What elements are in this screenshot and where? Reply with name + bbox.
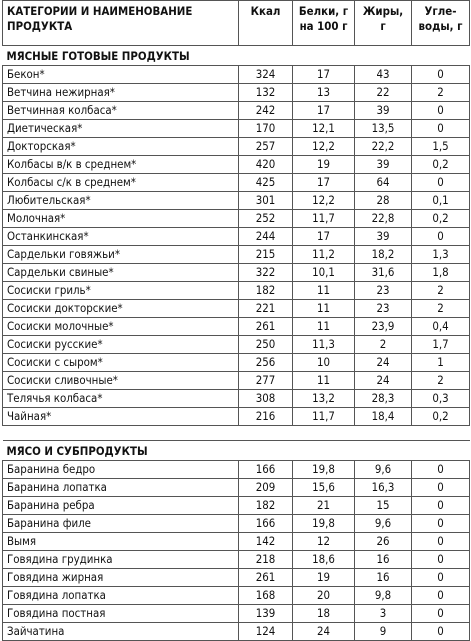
fat-cell: 9,6 <box>355 461 412 479</box>
protein-cell: 11 <box>293 318 355 336</box>
product-name-cell: Докторская* <box>3 138 239 156</box>
product-name-cell: Говядина грудинка <box>3 551 239 569</box>
carbs-cell: 1 <box>412 354 470 372</box>
product-name-cell: Сосиски молочные* <box>3 318 239 336</box>
carbs-cell: 2 <box>412 84 470 102</box>
carbs-cell: 0 <box>412 479 470 497</box>
fat-cell: 39 <box>355 228 412 246</box>
kcal-cell: 124 <box>239 623 293 641</box>
protein-cell: 11 <box>293 372 355 390</box>
section-header-row <box>3 46 470 66</box>
table-row <box>3 300 470 318</box>
carbs-cell: 0,3 <box>412 390 470 408</box>
fat-cell: 9 <box>355 623 412 641</box>
table-row <box>3 605 470 623</box>
section-blank-cell <box>293 46 355 66</box>
section-blank-cell <box>355 441 412 461</box>
protein-cell: 10 <box>293 354 355 372</box>
carbs-cell: 0 <box>412 228 470 246</box>
carbs-cell: 0 <box>412 515 470 533</box>
carbs-cell: 0,2 <box>412 408 470 426</box>
product-name-cell: Сосиски гриль* <box>3 282 239 300</box>
carbs-cell: 0 <box>412 623 470 641</box>
kcal-cell: 132 <box>239 84 293 102</box>
protein-cell: 11,7 <box>293 408 355 426</box>
table-row <box>3 461 470 479</box>
fat-cell: 28 <box>355 192 412 210</box>
protein-cell: 19,8 <box>293 461 355 479</box>
table-row <box>3 66 470 84</box>
product-name-cell: Телячья колбаса* <box>3 390 239 408</box>
section-header-row <box>3 441 470 461</box>
fat-cell: 31,6 <box>355 264 412 282</box>
product-name-cell: Сосиски русские* <box>3 336 239 354</box>
kcal-cell: 250 <box>239 336 293 354</box>
table-row <box>3 569 470 587</box>
protein-cell: 13 <box>293 84 355 102</box>
product-name-cell: Останкинская* <box>3 228 239 246</box>
table-row <box>3 192 470 210</box>
carbs-cell: 2 <box>412 282 470 300</box>
table-row <box>3 174 470 192</box>
protein-cell: 12,2 <box>293 138 355 156</box>
kcal-cell: 216 <box>239 408 293 426</box>
kcal-cell: 425 <box>239 174 293 192</box>
kcal-cell: 261 <box>239 569 293 587</box>
header-protein: Белки, г на 100 г <box>293 1 355 46</box>
fat-cell: 26 <box>355 533 412 551</box>
table-row <box>3 497 470 515</box>
spacer-cell <box>293 426 355 441</box>
fat-cell: 64 <box>355 174 412 192</box>
fat-cell: 9,6 <box>355 515 412 533</box>
table-body <box>3 46 470 641</box>
section-title: МЯСНЫЕ ГОТОВЫЕ ПРОДУКТЫ <box>3 46 239 66</box>
kcal-cell: 242 <box>239 102 293 120</box>
table-row <box>3 533 470 551</box>
product-name-cell: Говядина жирная <box>3 569 239 587</box>
protein-cell: 18,6 <box>293 551 355 569</box>
product-name-cell: Баранина бедро <box>3 461 239 479</box>
protein-cell: 21 <box>293 497 355 515</box>
section-blank-cell <box>239 441 293 461</box>
product-name-cell: Ветчинная колбаса* <box>3 102 239 120</box>
kcal-cell: 209 <box>239 479 293 497</box>
protein-cell: 19,8 <box>293 515 355 533</box>
fat-cell: 22,8 <box>355 210 412 228</box>
carbs-cell: 1,7 <box>412 336 470 354</box>
carbs-cell: 1,8 <box>412 264 470 282</box>
spacer-cell <box>3 426 239 441</box>
product-name-cell: Сосиски сливочные* <box>3 372 239 390</box>
fat-cell: 9,8 <box>355 587 412 605</box>
kcal-cell: 139 <box>239 605 293 623</box>
section-spacer <box>3 426 470 441</box>
carbs-cell: 0 <box>412 497 470 515</box>
product-name-cell: Любительская* <box>3 192 239 210</box>
fat-cell: 23 <box>355 300 412 318</box>
protein-cell: 11 <box>293 282 355 300</box>
product-name-cell: Говядина постная <box>3 605 239 623</box>
carbs-cell: 0 <box>412 551 470 569</box>
section-blank-cell <box>412 46 470 66</box>
header-name: КАТЕГОРИИ И НАИМЕНОВАНИЕ ПРОДУКТА <box>3 1 239 46</box>
fat-cell: 23,9 <box>355 318 412 336</box>
protein-cell: 20 <box>293 587 355 605</box>
fat-cell: 39 <box>355 156 412 174</box>
fat-cell: 39 <box>355 102 412 120</box>
spacer-cell <box>412 426 470 441</box>
carbs-cell: 1,5 <box>412 138 470 156</box>
table-row <box>3 318 470 336</box>
carbs-cell: 0 <box>412 461 470 479</box>
fat-cell: 28,3 <box>355 390 412 408</box>
product-name-cell: Колбасы в/к в среднем* <box>3 156 239 174</box>
carbs-cell: 0 <box>412 533 470 551</box>
kcal-cell: 170 <box>239 120 293 138</box>
protein-cell: 18 <box>293 605 355 623</box>
kcal-cell: 182 <box>239 282 293 300</box>
fat-cell: 23 <box>355 282 412 300</box>
section-blank-cell <box>293 441 355 461</box>
protein-cell: 11,7 <box>293 210 355 228</box>
fat-cell: 16 <box>355 569 412 587</box>
table-row <box>3 120 470 138</box>
table-row <box>3 102 470 120</box>
protein-cell: 15,6 <box>293 479 355 497</box>
carbs-cell: 0,1 <box>412 192 470 210</box>
kcal-cell: 324 <box>239 66 293 84</box>
carbs-cell: 0 <box>412 102 470 120</box>
table-row <box>3 587 470 605</box>
spacer-cell <box>239 426 293 441</box>
table-row <box>3 551 470 569</box>
protein-cell: 17 <box>293 66 355 84</box>
table-row <box>3 210 470 228</box>
kcal-cell: 257 <box>239 138 293 156</box>
product-name-cell: Сардельки свиные* <box>3 264 239 282</box>
product-name-cell: Сардельки говяжьи* <box>3 246 239 264</box>
product-name-cell: Колбасы с/к в среднем* <box>3 174 239 192</box>
kcal-cell: 256 <box>239 354 293 372</box>
fat-cell: 22 <box>355 84 412 102</box>
carbs-cell: 0 <box>412 66 470 84</box>
fat-cell: 2 <box>355 336 412 354</box>
table-row <box>3 156 470 174</box>
protein-cell: 19 <box>293 156 355 174</box>
carbs-cell: 2 <box>412 372 470 390</box>
section-blank-cell <box>239 46 293 66</box>
fat-cell: 18,2 <box>355 246 412 264</box>
protein-cell: 13,2 <box>293 390 355 408</box>
header-fat: Жиры, г <box>355 1 412 46</box>
kcal-cell: 322 <box>239 264 293 282</box>
protein-cell: 12,1 <box>293 120 355 138</box>
product-name-cell: Зайчатина <box>3 623 239 641</box>
table-row <box>3 390 470 408</box>
protein-cell: 12,2 <box>293 192 355 210</box>
kcal-cell: 301 <box>239 192 293 210</box>
fat-cell: 22,2 <box>355 138 412 156</box>
product-name-cell: Сосиски докторские* <box>3 300 239 318</box>
fat-cell: 3 <box>355 605 412 623</box>
table-row <box>3 623 470 641</box>
table-row <box>3 515 470 533</box>
table-row <box>3 372 470 390</box>
product-name-cell: Говядина лопатка <box>3 587 239 605</box>
header-kcal: Ккал <box>239 1 293 46</box>
table-row <box>3 228 470 246</box>
kcal-cell: 252 <box>239 210 293 228</box>
kcal-cell: 142 <box>239 533 293 551</box>
table-row <box>3 336 470 354</box>
spacer-cell <box>355 426 412 441</box>
kcal-cell: 182 <box>239 497 293 515</box>
product-name-cell: Молочная* <box>3 210 239 228</box>
table-row <box>3 138 470 156</box>
protein-cell: 17 <box>293 174 355 192</box>
product-name-cell: Баранина ребра <box>3 497 239 515</box>
carbs-cell: 2 <box>412 300 470 318</box>
kcal-cell: 168 <box>239 587 293 605</box>
fat-cell: 15 <box>355 497 412 515</box>
protein-cell: 11 <box>293 300 355 318</box>
kcal-cell: 244 <box>239 228 293 246</box>
kcal-cell: 308 <box>239 390 293 408</box>
kcal-cell: 420 <box>239 156 293 174</box>
carbs-cell: 0 <box>412 587 470 605</box>
fat-cell: 24 <box>355 372 412 390</box>
carbs-cell: 0 <box>412 120 470 138</box>
carbs-cell: 1,3 <box>412 246 470 264</box>
carbs-cell: 0,4 <box>412 318 470 336</box>
carbs-cell: 0,2 <box>412 210 470 228</box>
product-name-cell: Чайная* <box>3 408 239 426</box>
protein-cell: 17 <box>293 228 355 246</box>
kcal-cell: 221 <box>239 300 293 318</box>
table-row <box>3 84 470 102</box>
protein-cell: 19 <box>293 569 355 587</box>
nutrition-table <box>2 0 470 641</box>
carbs-cell: 0 <box>412 605 470 623</box>
kcal-cell: 277 <box>239 372 293 390</box>
fat-cell: 16 <box>355 551 412 569</box>
table-row <box>3 264 470 282</box>
fat-cell: 24 <box>355 354 412 372</box>
header-carbs: Угле-воды, г <box>412 1 470 46</box>
product-name-cell: Сосиски с сыром* <box>3 354 239 372</box>
section-blank-cell <box>412 441 470 461</box>
fat-cell: 18,4 <box>355 408 412 426</box>
section-blank-cell <box>355 46 412 66</box>
protein-cell: 17 <box>293 102 355 120</box>
table-row <box>3 408 470 426</box>
kcal-cell: 166 <box>239 515 293 533</box>
kcal-cell: 218 <box>239 551 293 569</box>
product-name-cell: Баранина филе <box>3 515 239 533</box>
table-row <box>3 479 470 497</box>
kcal-cell: 261 <box>239 318 293 336</box>
product-name-cell: Ветчина нежирная* <box>3 84 239 102</box>
protein-cell: 11,2 <box>293 246 355 264</box>
protein-cell: 11,3 <box>293 336 355 354</box>
product-name-cell: Вымя <box>3 533 239 551</box>
table-header <box>3 1 470 46</box>
protein-cell: 10,1 <box>293 264 355 282</box>
carbs-cell: 0 <box>412 569 470 587</box>
section-title: МЯСО И СУБПРОДУКТЫ <box>3 441 239 461</box>
kcal-cell: 166 <box>239 461 293 479</box>
product-name-cell: Бекон* <box>3 66 239 84</box>
table-row <box>3 282 470 300</box>
fat-cell: 16,3 <box>355 479 412 497</box>
table-row <box>3 246 470 264</box>
carbs-cell: 0,2 <box>412 156 470 174</box>
table-row <box>3 354 470 372</box>
product-name-cell: Диетическая* <box>3 120 239 138</box>
product-name-cell: Баранина лопатка <box>3 479 239 497</box>
fat-cell: 43 <box>355 66 412 84</box>
protein-cell: 12 <box>293 533 355 551</box>
carbs-cell: 0 <box>412 174 470 192</box>
fat-cell: 13,5 <box>355 120 412 138</box>
protein-cell: 24 <box>293 623 355 641</box>
kcal-cell: 215 <box>239 246 293 264</box>
